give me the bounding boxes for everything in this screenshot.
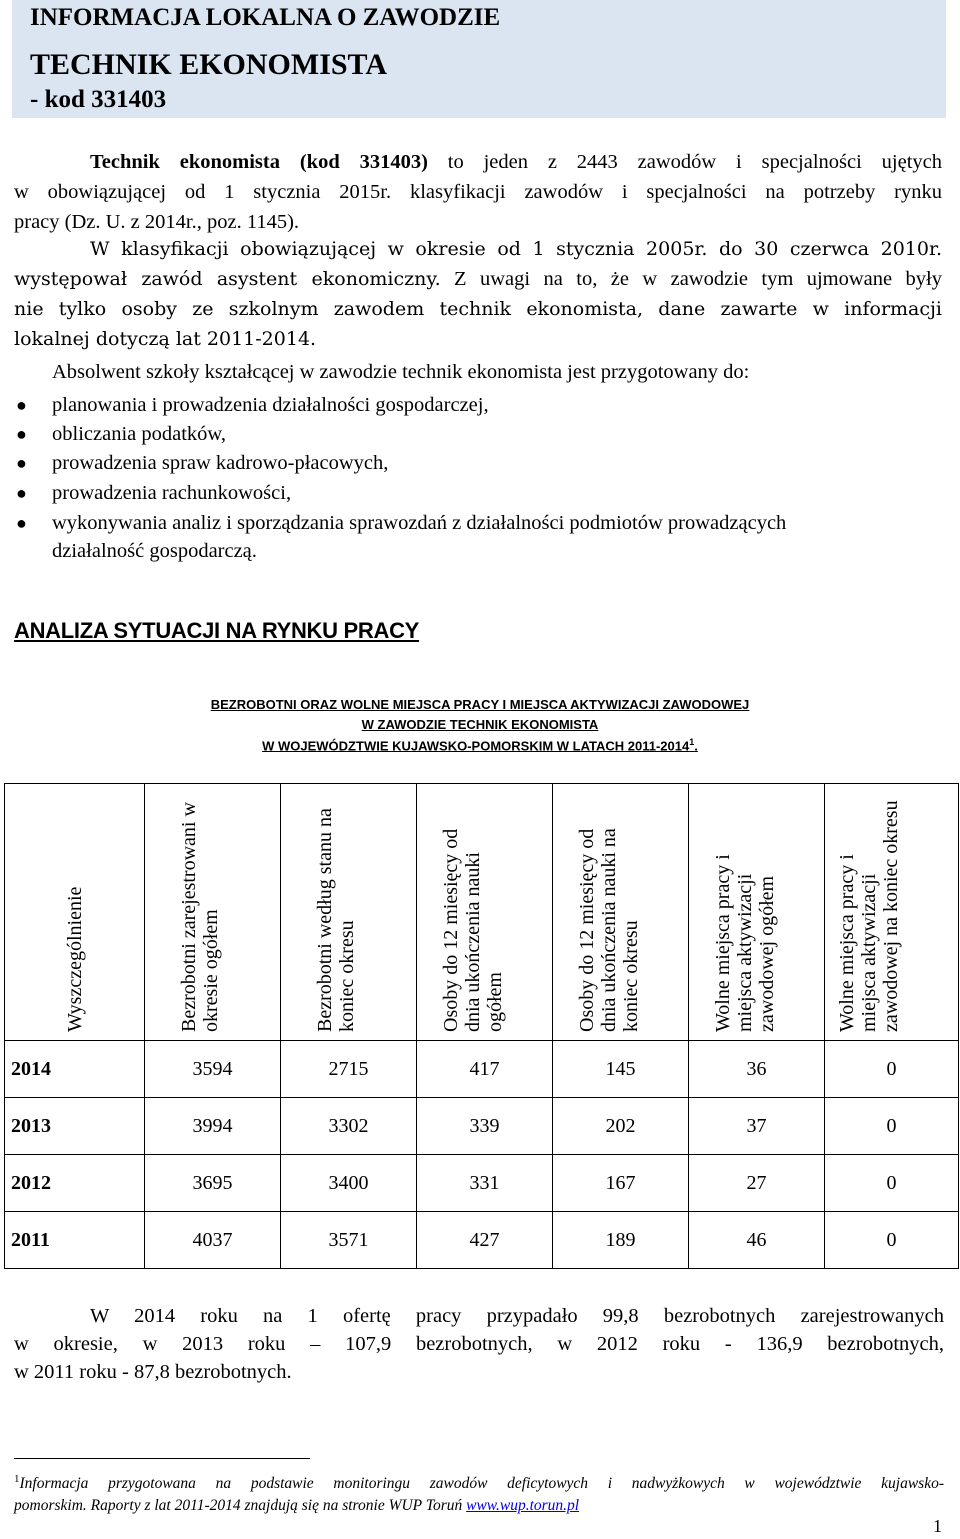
table-header-row	[5, 784, 959, 1041]
table-cell: 2715	[281, 1041, 417, 1098]
table-cell: 4037	[145, 1212, 281, 1269]
header-title-line1: INFORMACJA LOKALNA O ZAWODZIE	[30, 4, 501, 31]
history-line1: W klasyfikacji obowiązującej w okresie od 1 stycznia 2005r. do 30 czerwca 2010r.	[90, 238, 942, 260]
table-cell: 2013	[5, 1098, 145, 1155]
table-cell: 427	[417, 1212, 553, 1269]
table-cell: 0	[825, 1212, 959, 1269]
table-cell: 3302	[281, 1098, 417, 1155]
table-cell: 27	[689, 1155, 825, 1212]
table-cell: 0	[825, 1098, 959, 1155]
data-table	[4, 783, 959, 1269]
header-title-line2: TECHNIK EKONOMISTA	[30, 48, 387, 81]
footnote-line1: $^1$Informacja przygotowana na podstawie monitoringu zawodów deficytowych i nadwyżkowych w województwie kujawsko-	[14, 1473, 944, 1493]
table-cell: 189	[553, 1212, 689, 1269]
table-cell: 2012	[5, 1155, 145, 1212]
summary-paragraph	[14, 1302, 944, 1386]
header-title-line3: - kod 331403	[30, 86, 167, 113]
document-header	[12, 0, 946, 118]
footnote-ref: 1	[689, 737, 695, 747]
absolwent-lead: Absolwent szkoły kształcącej w zawodzie technik ekonomista jest przygotowany do:	[52, 361, 750, 383]
history-line3: nie tylko osoby ze szkolnym zawodem technik ekonomista, dane zawarte w informacji	[14, 298, 942, 320]
intro-line1: Technik ekonomista (kod 331403) to jeden z 2443 zawodów i specjalności ujętych	[90, 151, 942, 173]
footnote-divider	[14, 1458, 310, 1459]
table-cell: 417	[417, 1041, 553, 1098]
column-header: Wyszczególnienie	[5, 784, 145, 1041]
column-header: Osoby do 12 miesięcy od dnia ukończenia nauki ogółem	[417, 784, 553, 1041]
table-cell: 339	[417, 1098, 553, 1155]
table-row	[5, 1155, 959, 1212]
table-cell: 167	[553, 1155, 689, 1212]
table-cell: 3594	[145, 1041, 281, 1098]
table-cell: 2011	[5, 1212, 145, 1269]
intro-line2: w obowiązującej od 1 stycznia 2015r. klasyfikacji zawodów i specjalności na potrzeby rynku	[14, 181, 942, 203]
intro-line3: pracy (Dz. U. z 2014r., poz. 1145).	[14, 211, 300, 233]
table-cell: 202	[553, 1098, 689, 1155]
intro-bold-lead: Technik ekonomista (kod 331403)	[90, 151, 428, 173]
footnote-link[interactable]: www.wup.torun.pl	[466, 1497, 580, 1515]
table-cell: 0	[825, 1155, 959, 1212]
footnote-line2: pomorskim. Raporty z lat 2011-2014 znajdują się na stronie WUP Toruń www.wup.torun.pl	[14, 1497, 580, 1515]
bullet-icon: ●	[16, 483, 27, 503]
table-caption-line1: BEZROBOTNI ORAZ WOLNE MIEJSCA PRACY I MIEJSCA AKTYWIZACJI ZAWODOWEJ	[210, 697, 750, 712]
history-line2: występował zawód asystent ekonomiczny. Z uwagi na to, że w zawodzie tym ujmowane były	[14, 268, 942, 290]
table-cell: 0	[825, 1041, 959, 1098]
table-cell: 3571	[281, 1212, 417, 1269]
footnote	[14, 1468, 944, 1517]
table-cell: 145	[553, 1041, 689, 1098]
table-cell: 37	[689, 1098, 825, 1155]
intro-paragraph	[14, 147, 942, 237]
table-caption-line3: W WOJEWÓDZTWIE KUJAWSKO-POMORSKIM W LATACH 2011-2014$^1$.	[262, 737, 698, 754]
bullet-icon: ●	[16, 424, 27, 444]
table-cell: 3400	[281, 1155, 417, 1212]
summary-line1: W 2014 roku na 1 ofertę pracy przypadało 99,8 bezrobotnych zarejestrowanych	[90, 1305, 944, 1327]
column-header: Bezrobotni według stanu na koniec okresu	[281, 784, 417, 1041]
table-cell: 3695	[145, 1155, 281, 1212]
summary-line2: w okresie, w 2013 roku – 107,9 bezrobotnych, w 2012 roku - 136,9 bezrobotnych,	[14, 1333, 944, 1355]
bullet-icon: ●	[16, 513, 27, 533]
table-cell: 3994	[145, 1098, 281, 1155]
table-row	[5, 1098, 959, 1155]
column-header: Osoby do 12 miesięcy od dnia ukończenia nauki na koniec okresu	[553, 784, 689, 1041]
history-paragraph	[14, 234, 942, 354]
bullet-icon: ●	[16, 453, 27, 473]
summary-line3: w 2011 roku - 87,8 bezrobotnych.	[14, 1361, 292, 1383]
page-number: 1	[933, 1516, 942, 1536]
column-header: Wolne miejsca pracy i miejsca aktywizacji zawodowej ogółem	[689, 784, 825, 1041]
table-cell: 46	[689, 1212, 825, 1269]
column-header: Wolne miejsca pracy i miejsca aktywizacji zawodowej na koniec okresu	[825, 784, 959, 1041]
section-heading: ANALIZA SYTUACJI NA RYNKU PRACY	[14, 618, 420, 643]
table-row	[5, 1041, 959, 1098]
table-cell: 36	[689, 1041, 825, 1098]
table-cell: 331	[417, 1155, 553, 1212]
table-caption-line2: W ZAWODZIE TECHNIK EKONOMISTA	[361, 717, 599, 732]
bullet-icon: ●	[16, 395, 27, 415]
history-line4: lokalnej dotyczą lat 2011-2014.	[14, 328, 317, 350]
table-row	[5, 1212, 959, 1269]
footnote-mark: 1	[14, 1473, 20, 1485]
table-cell: 2014	[5, 1041, 145, 1098]
column-header: Bezrobotni zarejestrowani w okresie ogółem	[145, 784, 281, 1041]
